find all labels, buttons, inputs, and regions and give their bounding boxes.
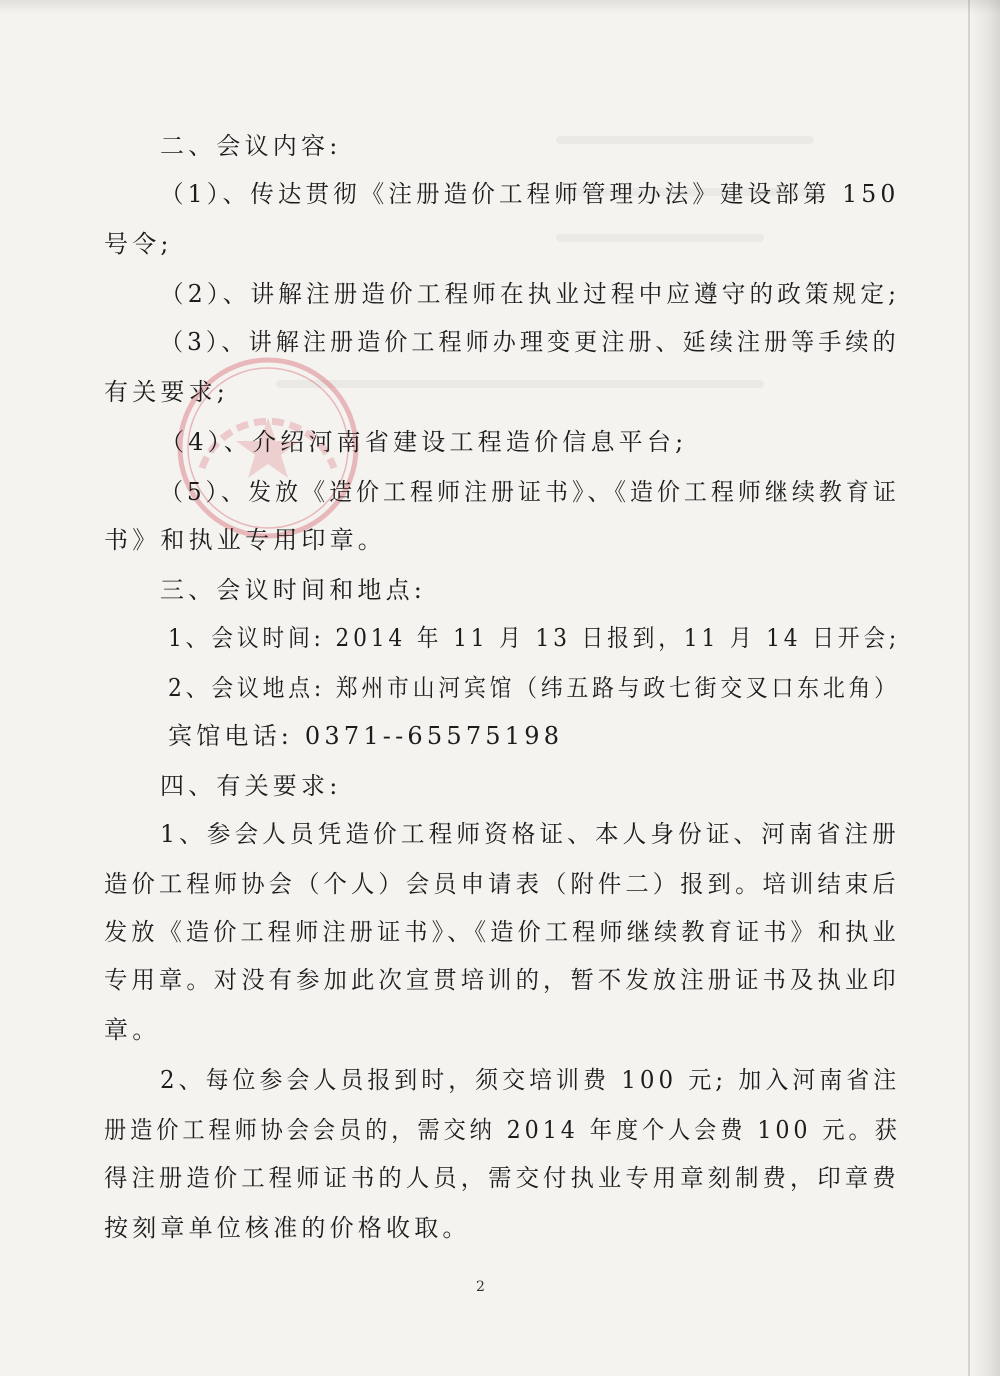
section-heading-requirements: 四、有关要求:: [160, 772, 342, 800]
section-heading-meeting-content: 二、会议内容:: [160, 132, 342, 160]
content-item-3-continued: 有关要求;: [104, 378, 230, 406]
requirement-2: 2、每位参会人员报到时，须交培训费 100 元; 加入河南省注: [160, 1066, 901, 1094]
requirement-1-line-3: 发放《造价工程师注册证书》、《造价工程师继续教育证书》和执业: [104, 918, 900, 946]
requirement-1-line-4: 专用章。对没有参加此次宣贯培训的，暂不发放注册证书及执业印: [104, 966, 900, 994]
page-number: 2: [476, 1279, 485, 1295]
content-item-5-continued: 书》和执业专用印章。: [104, 526, 386, 554]
meeting-time: 1、会议时间: 2014 年 11 月 13 日报到，11 月 14 日开会;: [168, 624, 901, 652]
meeting-place: 2、会议地点: 郑州市山河宾馆（纬五路与政七街交叉口东北角）: [168, 674, 900, 702]
requirement-1-line-2: 造价工程师协会（个人）会员申请表（附件二）报到。培训结束后: [104, 870, 900, 898]
requirement-2-line-2: 册造价工程师协会会员的，需交纳 2014 年度个人会费 100 元。获: [104, 1116, 901, 1144]
scan-shadow-right: [970, 0, 1000, 1376]
content-item-1: （1）、传达贯彻《注册造价工程师管理办法》建设部第 150: [160, 180, 900, 208]
requirement-1-line-5: 章。: [104, 1016, 161, 1044]
requirement-2-line-4: 按刻章单位核准的价格收取。: [104, 1214, 471, 1242]
content-item-2: （2）、讲解注册造价工程师在执业过程中应遵守的政策规定;: [160, 280, 901, 308]
section-heading-time-place: 三、会议时间和地点:: [160, 576, 427, 604]
content-item-3: （3）、讲解注册造价工程师办理变更注册、延续注册等手续的: [160, 328, 900, 356]
hotel-phone: 宾馆电话: 0371--65575198: [168, 722, 564, 750]
requirement-1: 1、参会人员凭造价工程师资格证、本人身份证、河南省注册: [160, 820, 900, 848]
content-item-4: （4）、介绍河南省建设工程造价信息平台;: [160, 428, 688, 456]
requirement-2-line-3: 得注册造价工程师证书的人员，需交付执业专用章刻制费，印章费: [104, 1164, 900, 1192]
scan-shadow-top: [0, 0, 1000, 14]
content-item-5: （5）、发放《造价工程师注册证书》、《造价工程师继续教育证: [160, 478, 900, 506]
content-item-1-continued: 号令;: [104, 230, 173, 258]
